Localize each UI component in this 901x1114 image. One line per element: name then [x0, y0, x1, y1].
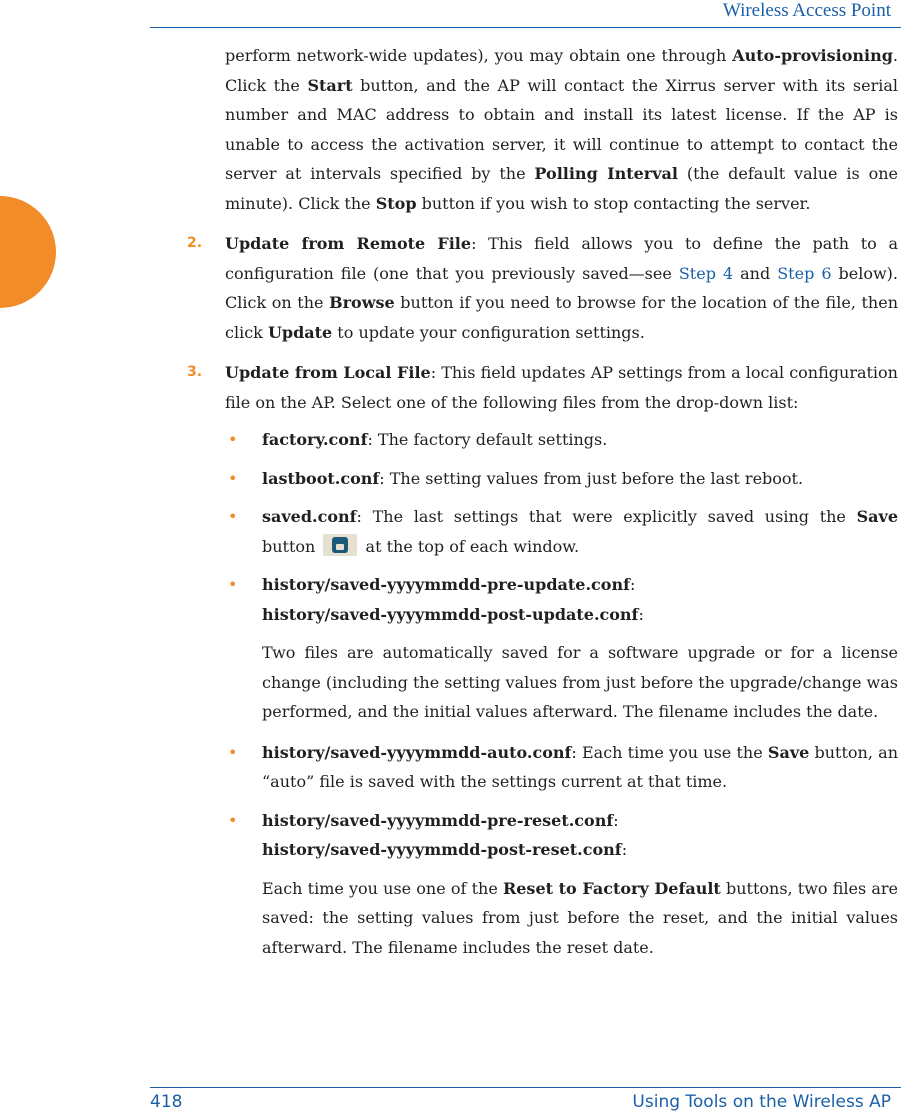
chapter-tab-marker [0, 196, 56, 308]
step-number: 2. [187, 235, 203, 251]
document-body [187, 41, 899, 962]
footer-section-title: Using Tools on the Wireless AP [632, 1092, 891, 1112]
list-item-update-conf: • history/saved-yyyymmdd-pre-update.conf: history/saved-yyyymmdd-post-update.conf: [262, 570, 898, 629]
bullet-icon: • [228, 742, 238, 762]
step-2-text: Update from Remote File: This field allows you to define the path to a configuration file (one that you previously saved—see Step 4 and Step 6 below). Click on the Browse button if you need to browse for the location of the file, then click Update to update your configuration settings. [225, 234, 899, 342]
bullet-icon: • [228, 468, 238, 488]
list-item-reset-conf: • history/saved-yyyymmdd-pre-reset.conf: history/saved-yyyymmdd-post-reset.conf: [262, 806, 898, 865]
reset-conf-description: Each time you use one of the Reset to Factory Default buttons, two files are saved: the setting values from just before the reset, and the initial values afterward. The filename includes the reset date. [262, 878, 898, 957]
bullet-icon: • [228, 430, 238, 449]
step-3-text: Update from Local File: This field updates AP settings from a local configuration file on the AP. Select one of the following files from the drop-down list: [225, 363, 898, 412]
footer-rule [150, 1087, 901, 1088]
list-item-lastboot-conf: • lastboot.conf: The setting values from just before the last reboot. [262, 464, 898, 494]
step-3-item [187, 358, 898, 417]
update-conf-description: Two files are automatically saved for a software upgrade or for a license change (including the setting values from just before the upgrade/change was performed, and the initial values afterward. The filename includes the date. [262, 643, 898, 721]
bullet-icon: • [228, 810, 238, 830]
link-step-6[interactable]: Step 6 [777, 263, 832, 283]
list-item-factory-conf: • factory.conf: The factory default settings. [262, 425, 898, 455]
list-item-saved-conf: • saved.conf: The last settings that were explicitly saved using the Save button at the top of each window. [262, 502, 898, 561]
intro-paragraph: perform network-wide updates), you may obtain one through Auto-provisioning. Click the Start button, and the AP will contact the Xirrus server with its serial number and MAC address to obtain and install its latest license. If the AP is unable to access the activation server, it will continue to attempt to contact the server at intervals specified by the Polling Interval (the default value is one minute). Click the Stop button if you wish to stop contacting the server. [225, 46, 898, 213]
step-2-item [187, 229, 899, 347]
step-number: 3. [187, 364, 203, 380]
bullet-icon: • [228, 575, 238, 594]
list-item-auto-conf: • history/saved-yyyymmdd-auto.conf: Each time you use the Save button, an “auto” file is saved with the settings current at that time. [262, 738, 898, 797]
bullet-icon: • [228, 507, 238, 526]
save-icon [323, 534, 357, 556]
page-header-title: Wireless Access Point [722, 0, 891, 21]
header-rule [150, 27, 901, 28]
page-number: 418 [150, 1092, 183, 1112]
link-step-4[interactable]: Step 4 [678, 263, 734, 283]
